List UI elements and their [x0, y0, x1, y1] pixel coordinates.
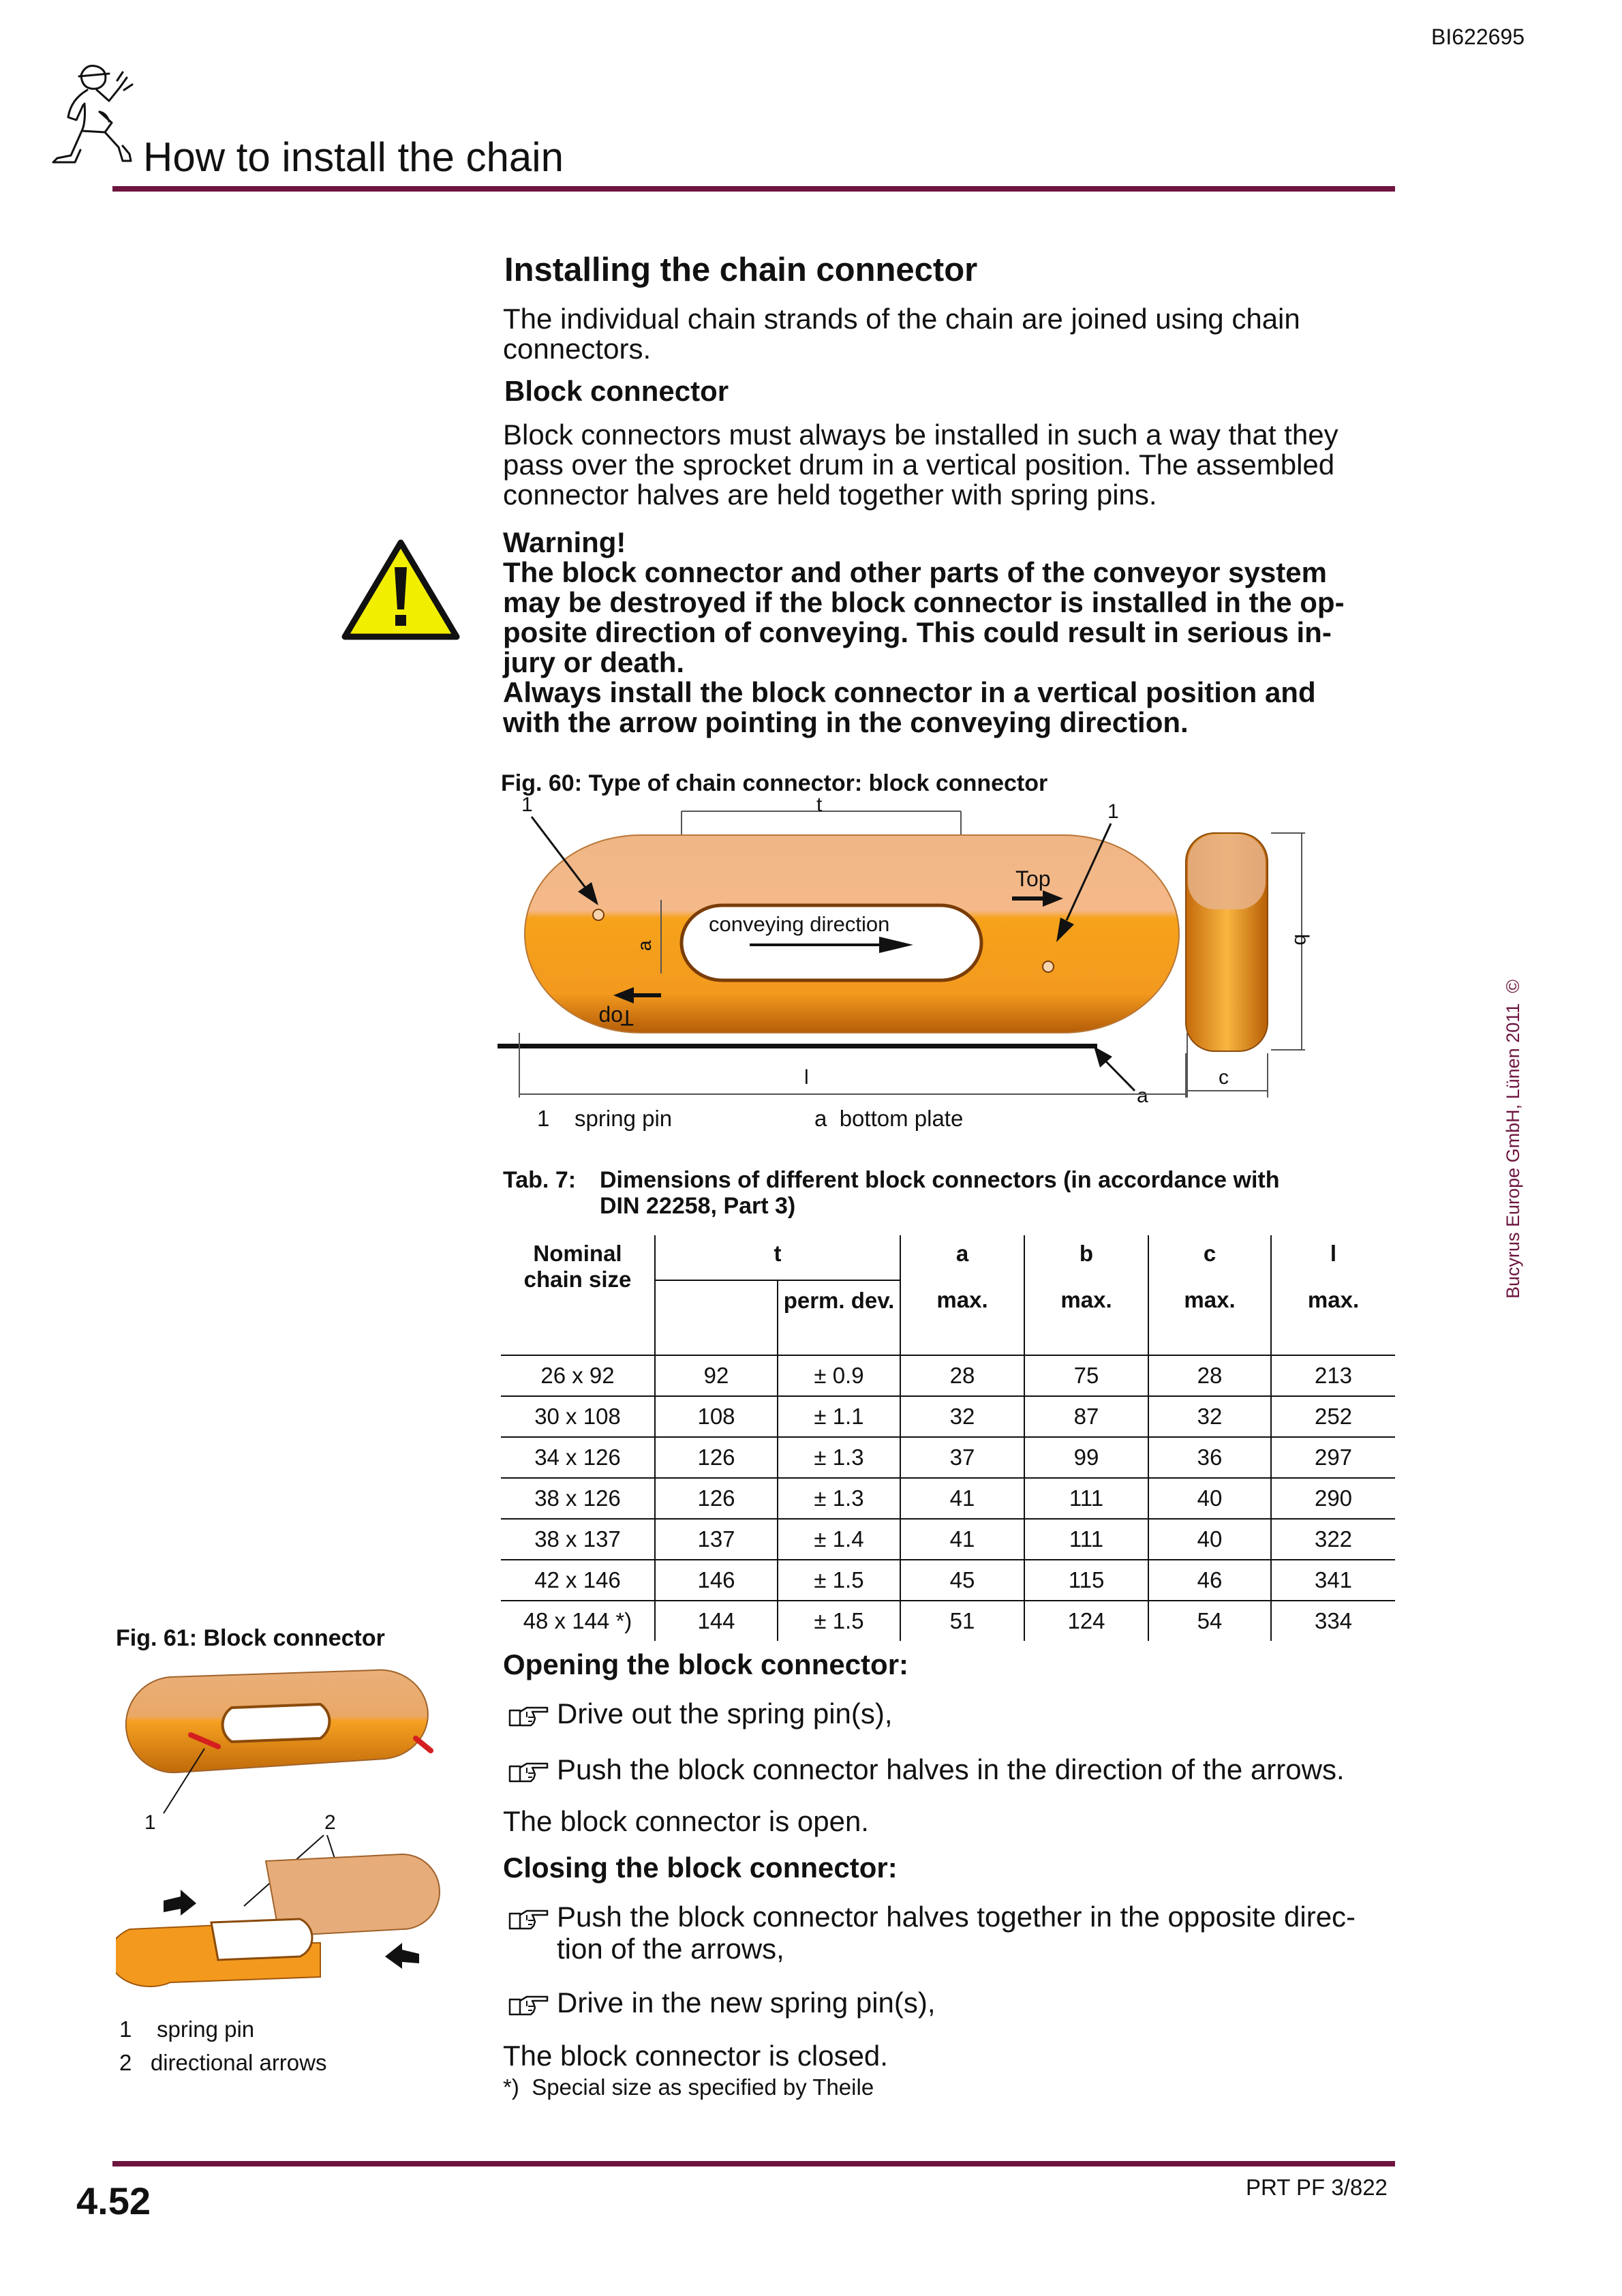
table-cell: 54: [1148, 1601, 1271, 1641]
opening-step-2: [508, 1753, 1345, 1785]
table-row: [501, 1601, 1395, 1641]
pin-label-left: 1: [521, 794, 533, 816]
fig61-legend-1: [119, 2016, 254, 2042]
legend-text: spring pin: [157, 2016, 255, 2042]
table-cell: 41: [900, 1519, 1024, 1560]
table-cell: 92: [655, 1355, 778, 1396]
table-cell: 45: [900, 1560, 1024, 1601]
table-cell: 32: [1148, 1396, 1271, 1437]
intro-line: connectors.: [503, 333, 652, 365]
page-title: How to install the chain: [143, 134, 564, 180]
table-cell: 48 x 144 *): [501, 1601, 655, 1641]
table-cell: 115: [1024, 1560, 1148, 1601]
table-cell: 213: [1271, 1355, 1395, 1396]
col-c: c: [1148, 1235, 1271, 1280]
opening-heading: Opening the block connector:: [503, 1648, 909, 1680]
dim-t-label: t: [816, 794, 823, 816]
table-cell: 40: [1148, 1478, 1271, 1519]
copyright-icon: ©: [1503, 979, 1523, 993]
subheader-b-max: max.: [1024, 1280, 1148, 1355]
subheader-c-max: max.: [1148, 1280, 1271, 1355]
table-cell: 40: [1148, 1519, 1271, 1560]
table-cell: 87: [1024, 1396, 1148, 1437]
table-cell: ± 1.1: [778, 1396, 900, 1437]
col-a: a: [900, 1235, 1024, 1280]
table-cell: 75: [1024, 1355, 1148, 1396]
warning-line: Warning!: [503, 526, 626, 558]
dimensions-table: [501, 1235, 1395, 1641]
pointing-hand-icon: [508, 1993, 550, 2017]
pointing-hand-icon: [508, 1704, 550, 1728]
dim-l-label: l: [804, 1066, 809, 1089]
step-text: Drive in the new spring pin(s),: [557, 1987, 936, 2019]
table-cell: 46: [1148, 1560, 1271, 1601]
top-label-flipped: Top: [598, 1006, 634, 1030]
table-cell: 126: [655, 1478, 778, 1519]
table-cell: 334: [1271, 1601, 1395, 1641]
paragraph-line: Block connectors must always be installed in such a way that they: [503, 419, 1338, 451]
block-connector-heading: Block connector: [504, 375, 729, 407]
table-cell: 42 x 146: [501, 1560, 655, 1601]
bottom-plate-label: a: [1137, 1085, 1148, 1107]
caption-line: DIN 22258, Part 3): [600, 1193, 796, 1219]
fig61-label-2: 2: [324, 1811, 336, 1834]
closing-result: The block connector is closed.: [503, 2040, 888, 2072]
fig61-label-1: 1: [144, 1811, 156, 1834]
footer-rule: [112, 2161, 1395, 2166]
table-cell: 297: [1271, 1437, 1395, 1478]
table-cell: ± 1.5: [778, 1560, 900, 1601]
directional-arrow-left-icon: [164, 1890, 196, 1916]
closing-step-1: [508, 1901, 1356, 1965]
table-row: [501, 1437, 1395, 1478]
section-title: Installing the chain connector: [504, 252, 978, 288]
table-row: [501, 1560, 1395, 1601]
subheader-a-max: max.: [900, 1280, 1024, 1355]
table-cell: 144: [655, 1601, 778, 1641]
footnote-text: Special size as specified by Theile: [532, 2074, 874, 2100]
table-cell: 108: [655, 1396, 778, 1437]
document-id: BI622695: [1431, 25, 1525, 49]
intro-line: The individual chain strands of the chain are joined using chain: [503, 303, 1300, 335]
paragraph-line: pass over the sprocket drum in a vertical position. The assembled: [503, 449, 1335, 481]
warning-line: may be destroyed if the block connector is installed in the op-: [503, 586, 1345, 618]
table-cell: ± 0.9: [778, 1355, 900, 1396]
header-rule: [112, 186, 1395, 192]
dimensions-table-body: [501, 1355, 1395, 1641]
warning-icon: [341, 539, 461, 641]
table-cell: ± 1.4: [778, 1519, 900, 1560]
closing-step-2: [508, 1987, 936, 2019]
legend-key: 2: [119, 2050, 132, 2075]
table-cell: 137: [655, 1519, 778, 1560]
col-b: b: [1024, 1235, 1148, 1280]
fig60-legend-1: [537, 1106, 672, 1132]
table-cell: 51: [900, 1601, 1024, 1641]
step-text: Push the block connector halves together in the opposite direc-: [557, 1901, 1356, 1933]
pointing-hand-icon: [508, 1907, 550, 1931]
fig61-caption: Fig. 61: Block connector: [116, 1625, 385, 1651]
table-row: [501, 1478, 1395, 1519]
table-cell: 126: [655, 1437, 778, 1478]
closing-heading: Closing the block connector:: [503, 1852, 898, 1884]
tab7-caption-number: Tab. 7:: [503, 1167, 577, 1193]
pointing-hand-icon: [508, 1759, 550, 1784]
col-t: t: [655, 1235, 900, 1280]
legend-text: spring pin: [575, 1106, 673, 1131]
opening-result: The block connector is open.: [503, 1805, 869, 1837]
copyright-text: Bucyrus Europe GmbH, Lünen 2011: [1503, 1003, 1523, 1299]
block-connector-paragraph: [503, 420, 1338, 510]
dim-c-label: c: [1219, 1066, 1229, 1089]
fig61-legend-2: [119, 2050, 326, 2076]
warning-text: [503, 528, 1345, 738]
step-text: Push the block connector halves in the direction of the arrows.: [557, 1753, 1345, 1785]
warning-line: The block connector and other parts of the conveyor system: [503, 556, 1327, 588]
fig60-diagram: [498, 791, 1315, 1118]
intro-paragraph: [503, 304, 1300, 364]
fig60-legend-a: [814, 1106, 963, 1132]
table-cell: 28: [900, 1355, 1024, 1396]
table-cell: 146: [655, 1560, 778, 1601]
table-cell: 290: [1271, 1478, 1395, 1519]
conveying-direction-label: conveying direction: [709, 912, 890, 936]
table-cell: 322: [1271, 1519, 1395, 1560]
copyright-notice: [1503, 980, 1524, 1299]
legend-text: directional arrows: [150, 2050, 327, 2075]
table-cell: 37: [900, 1437, 1024, 1478]
footnote-mark: *): [503, 2074, 519, 2100]
table-cell: 111: [1024, 1478, 1148, 1519]
table-header-row: [501, 1235, 1395, 1280]
legend-key: a: [814, 1106, 827, 1131]
subheader-l-max: max.: [1307, 1287, 1360, 1312]
opening-step-1: [508, 1697, 893, 1729]
table-cell: ± 1.3: [778, 1437, 900, 1478]
table-cell: ± 1.3: [778, 1478, 900, 1519]
pin-label-right: 1: [1107, 800, 1119, 823]
top-label-right: Top: [1015, 866, 1051, 891]
directional-arrow-right-icon: [385, 1943, 419, 1969]
document-reference: PRT PF 3/822: [1246, 2175, 1388, 2200]
table-row: [501, 1396, 1395, 1437]
table-cell: 41: [900, 1478, 1024, 1519]
dim-a-inner-label: a: [634, 940, 655, 951]
warning-line: with the arrow pointing in the conveying direction.: [503, 706, 1189, 738]
worker-icon: [44, 60, 139, 172]
subheader-perm-dev: perm. dev.: [778, 1280, 900, 1355]
table-cell: 38 x 126: [501, 1478, 655, 1519]
paragraph-line: connector halves are held together with spring pins.: [503, 479, 1157, 511]
table-cell: 30 x 108: [501, 1396, 655, 1437]
table-cell: 38 x 137: [501, 1519, 655, 1560]
page-number: 4.52: [76, 2179, 151, 2222]
table-cell: 36: [1148, 1437, 1271, 1478]
table-cell: 99: [1024, 1437, 1148, 1478]
step-text-continued: tion of the arrows,: [557, 1933, 784, 1965]
table-cell: 32: [900, 1396, 1024, 1437]
table-row: [501, 1519, 1395, 1560]
table-cell: 341: [1271, 1560, 1395, 1601]
table-cell: 252: [1271, 1396, 1395, 1437]
table-cell: 28: [1148, 1355, 1271, 1396]
dim-b-label: b: [1290, 934, 1313, 946]
footnote: [503, 2074, 874, 2100]
col-l: l: [1330, 1241, 1337, 1266]
table-cell: 111: [1024, 1519, 1148, 1560]
fig61-diagram: [116, 1657, 470, 1997]
table-cell: ± 1.5: [778, 1601, 900, 1641]
table-cell: 26 x 92: [501, 1355, 655, 1396]
fig60-caption: Fig. 60: Type of chain connector: block connector: [501, 770, 1048, 796]
warning-line: jury or death.: [503, 646, 685, 678]
tab7-caption: [600, 1167, 1280, 1219]
legend-key: 1: [537, 1106, 550, 1131]
warning-line: posite direction of conveying. This could result in serious in-: [503, 616, 1332, 648]
step-text: Drive out the spring pin(s),: [557, 1697, 893, 1729]
legend-key: 1: [119, 2016, 132, 2042]
warning-line: Always install the block connector in a vertical position and: [503, 676, 1316, 708]
legend-text: bottom plate: [839, 1106, 964, 1131]
caption-line: Dimensions of different block connectors (in accordance with: [600, 1167, 1280, 1193]
table-cell: 124: [1024, 1601, 1148, 1641]
table-cell: 34 x 126: [501, 1437, 655, 1478]
col-nominal-size: Nominal chain size: [501, 1235, 655, 1355]
table-row: [501, 1355, 1395, 1396]
